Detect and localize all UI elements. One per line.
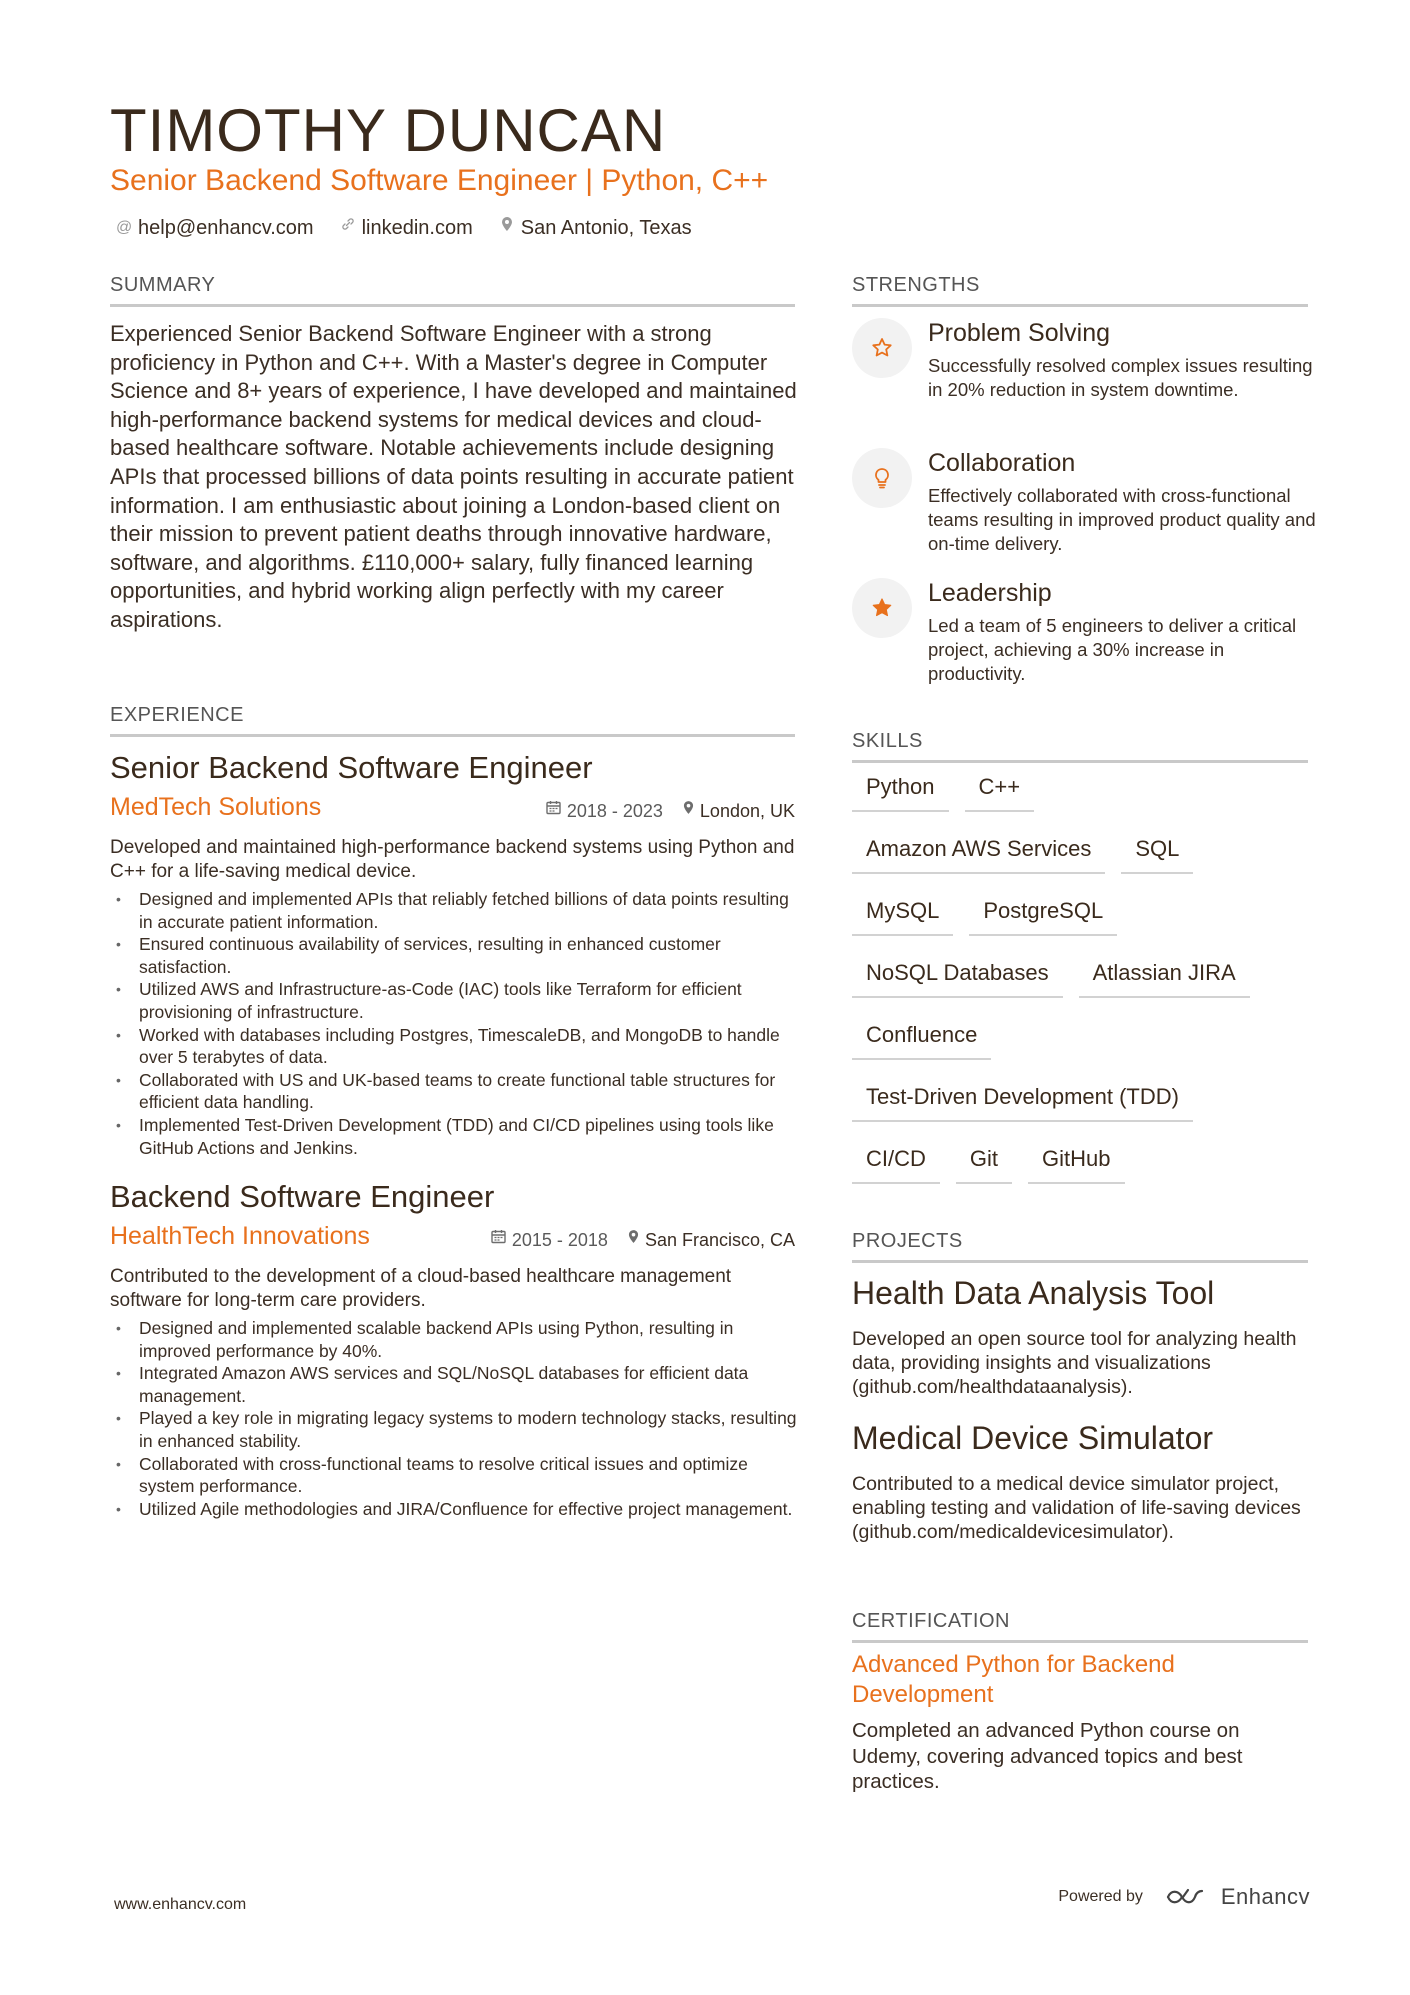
calendar-icon	[546, 797, 561, 825]
link-icon	[340, 214, 356, 242]
location-pin-icon	[499, 214, 515, 242]
job-location: London, UK	[699, 801, 795, 821]
project-title: Health Data Analysis Tool	[852, 1275, 1215, 1311]
brand-name: Enhancv	[1220, 1884, 1310, 1909]
enhancv-logo-icon	[1165, 1885, 1211, 1909]
skill-tag: CI/CD	[852, 1146, 940, 1184]
skill-tag: Amazon AWS Services	[852, 836, 1105, 874]
job-title: Backend Software Engineer	[110, 1179, 495, 1214]
calendar-icon	[491, 1226, 506, 1254]
list-item: • Collaborated with US and UK-based teams to create functional table structures for efficient data handling.	[110, 1069, 800, 1114]
email-text: help@enhancv.com	[138, 217, 314, 239]
skill-tag: NoSQL Databases	[852, 960, 1063, 998]
footer-website-link[interactable]: www.enhancv.com	[114, 1896, 247, 1913]
section-heading-projects: PROJECTS	[852, 1228, 1308, 1263]
project-description: Developed an open source tool for analyzing health data, providing insights and visualizations (github.com/healthdataanalysis).	[852, 1328, 1297, 1399]
certification-title: Advanced Python for Backend Development	[852, 1651, 1175, 1708]
skill-tag: Test-Driven Development (TDD)	[852, 1084, 1193, 1122]
list-item: • Utilized Agile methodologies and JIRA/Confluence for effective project management.	[110, 1498, 800, 1521]
at-icon: @	[116, 219, 133, 236]
project-description: Contributed to a medical device simulator project, enabling testing and validation of life-saving devices (github.com/medicaldevicesimulator).	[852, 1473, 1301, 1544]
project-title: Medical Device Simulator	[852, 1420, 1214, 1456]
enhancv-logo[interactable]	[1165, 1884, 1310, 1910]
location-pin-icon	[628, 1226, 639, 1254]
contact-email[interactable]	[116, 214, 314, 242]
powered-by-text: Powered by	[1058, 1888, 1143, 1905]
strength-title: Leadership	[928, 579, 1052, 607]
job-title: Senior Backend Software Engineer	[110, 750, 593, 785]
strength-title: Problem Solving	[928, 319, 1111, 347]
skill-tag: Confluence	[852, 1022, 991, 1060]
summary-text: Experienced Senior Backend Software Engineer with a strong proficiency in Python and C++. With a Master's degree in Computer Science and 8+ years of experience, I have developed and maintained high-performance backend systems for medical devices and cloud-based healthcare software. Notable achievements include designing APIs that processed billions of data points resulting in accurate patient information. I am enthusiastic about joining a London-based client on their mission to prevent patient deaths through innovative hardware, software, and algorithms. £110,000+ salary, fully financed learning opportunities, and hybrid working align perfectly with my career aspirations.	[110, 321, 797, 632]
strength-description: Led a team of 5 engineers to deliver a critical project, achieving a 30% increase in productivity.	[928, 615, 1297, 684]
certification-description: Completed an advanced Python course on Udemy, covering advanced topics and best practices.	[852, 1719, 1243, 1793]
skill-tag: GitHub	[1028, 1146, 1124, 1184]
job-dates: 2015 - 2018	[511, 1230, 608, 1250]
contact-bar	[116, 214, 692, 242]
list-item: • Utilized AWS and Infrastructure-as-Code (IAC) tools like Terraform for efficient provisioning of infrastructure.	[110, 978, 800, 1023]
star-outline-icon	[852, 318, 912, 378]
strength-description: Effectively collaborated with cross-functional teams resulting in improved product quality and on-time delivery.	[928, 485, 1316, 554]
list-item: • Designed and implemented scalable backend APIs using Python, resulting in improved performance by 40%.	[110, 1317, 800, 1362]
lightbulb-icon	[852, 448, 912, 508]
job-bullets	[110, 1317, 800, 1520]
job-company: MedTech Solutions	[110, 793, 322, 821]
section-heading-skills: SKILLS	[852, 728, 1308, 763]
section-heading-certification: CERTIFICATION	[852, 1608, 1308, 1643]
candidate-name: TIMOTHY DUNCAN	[110, 97, 667, 164]
list-item: • Worked with databases including Postgres, TimescaleDB, and MongoDB to handle over 5 terabytes of data.	[110, 1024, 800, 1069]
job-dates: 2018 - 2023	[566, 801, 663, 821]
job-meta	[491, 1226, 795, 1254]
section-heading-strengths: STRENGTHS	[852, 272, 1308, 307]
contact-location	[499, 214, 692, 242]
list-item: • Designed and implemented APIs that reliably fetched billions of data points resulting in accurate patient information.	[110, 888, 800, 933]
candidate-title: Senior Backend Software Engineer | Python, C++	[110, 164, 769, 197]
job-location: San Francisco, CA	[644, 1230, 795, 1250]
list-item: • Ensured continuous availability of services, resulting in enhanced customer satisfaction.	[110, 933, 800, 978]
list-item: • Played a key role in migrating legacy systems to modern technology stacks, resulting in enhanced stability.	[110, 1407, 800, 1452]
list-item: • Collaborated with cross-functional teams to resolve critical issues and optimize system performance.	[110, 1453, 800, 1498]
skill-tag: C++	[965, 774, 1035, 812]
star-filled-icon	[852, 578, 912, 638]
strength-title: Collaboration	[928, 449, 1076, 477]
job-bullets	[110, 888, 800, 1159]
job-company: HealthTech Innovations	[110, 1222, 370, 1250]
skill-tag: PostgreSQL	[969, 898, 1117, 936]
list-item: • Implemented Test-Driven Development (TDD) and CI/CD pipelines using tools like GitHub Actions and Jenkins.	[110, 1114, 800, 1159]
skill-tag: MySQL	[852, 898, 953, 936]
skill-tag: Python	[852, 774, 949, 812]
skill-tag: SQL	[1121, 836, 1193, 874]
section-heading-summary: SUMMARY	[110, 272, 795, 307]
linkedin-text: linkedin.com	[361, 217, 473, 239]
skill-tag: Atlassian JIRA	[1079, 960, 1250, 998]
contact-linkedin[interactable]	[340, 214, 473, 242]
job-description: Contributed to the development of a cloud-based healthcare management software for long-term care providers.	[110, 1266, 732, 1311]
section-heading-experience: EXPERIENCE	[110, 702, 795, 737]
job-meta	[546, 797, 795, 825]
location-pin-icon	[683, 797, 694, 825]
strength-description: Successfully resolved complex issues resulting in 20% reduction in system downtime.	[928, 355, 1313, 400]
list-item: • Integrated Amazon AWS services and SQL/NoSQL databases for efficient data management.	[110, 1362, 800, 1407]
skill-tag: Git	[956, 1146, 1012, 1184]
skills-list	[852, 774, 1322, 1208]
location-text: San Antonio, Texas	[520, 217, 692, 239]
footer-branding	[1058, 1884, 1310, 1910]
job-description: Developed and maintained high-performance backend systems using Python and C++ for a life-saving medical device.	[110, 837, 795, 882]
